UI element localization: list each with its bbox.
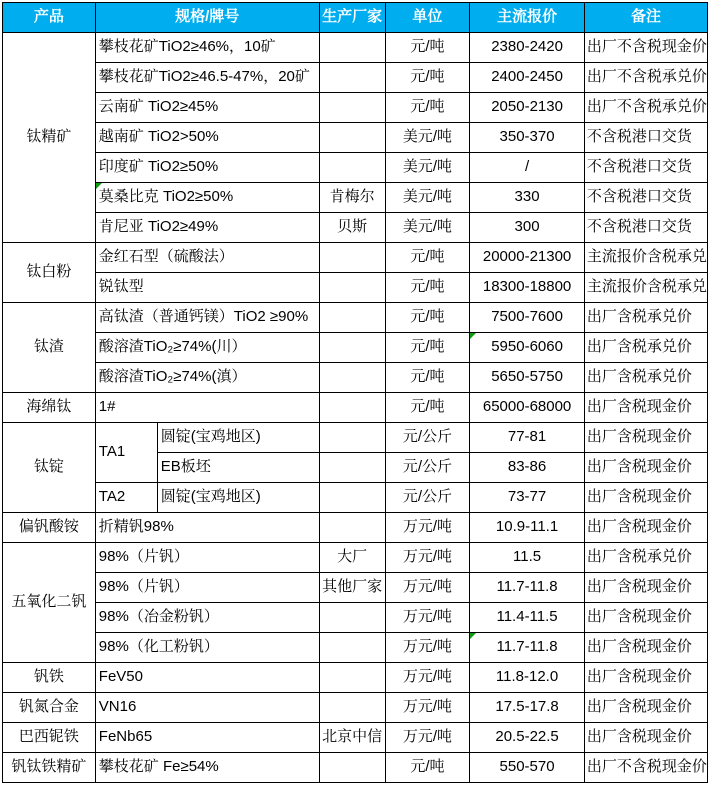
ta-grade-cell[interactable]: TA2 [95,483,157,513]
spec-cell[interactable]: 攀枝花矿TiO2≥46%，10矿 [95,33,319,63]
price-cell[interactable]: 2380-2420 [470,33,585,63]
price-cell[interactable]: 330 [470,183,585,213]
maker-cell[interactable] [319,663,385,693]
product-cell[interactable]: 钛渣 [3,303,96,393]
spec-cell[interactable]: 攀枝花矿 Fe≥54% [95,753,319,783]
unit-cell[interactable]: 万元/吨 [385,543,470,573]
spec-cell[interactable]: 酸溶渣TiO₂≥74%(川） [95,333,319,363]
table-row [3,63,708,93]
table-row [3,393,708,423]
price-cell[interactable]: 11.8-12.0 [470,663,585,693]
note-cell[interactable]: 出厂含税现金价 [584,723,707,753]
unit-cell[interactable]: 美元/吨 [385,183,470,213]
price-cell[interactable]: 18300-18800 [470,273,585,303]
spec-cell[interactable]: 莫桑比克 TiO2≥50% [95,183,319,213]
table-row [3,153,708,183]
maker-cell[interactable] [319,483,385,513]
spec-cell[interactable]: FeNb65 [95,723,319,753]
price-cell[interactable]: 83-86 [470,453,585,483]
maker-cell[interactable] [319,513,385,543]
unit-cell[interactable]: 元/公斤 [385,483,470,513]
spec-cell[interactable]: VN16 [95,693,319,723]
table-row [3,33,708,63]
table-row [3,723,708,753]
spec-cell[interactable]: 攀枝花矿TiO2≥46.5-47%，20矿 [95,63,319,93]
spec-cell[interactable]: 98%（片钒） [95,573,319,603]
spec-cell[interactable]: 98%（冶金粉钒） [95,603,319,633]
product-cell[interactable]: 钒铁 [3,663,96,693]
note-cell[interactable]: 出厂含税现金价 [584,663,707,693]
spec-cell[interactable]: 肯尼亚 TiO2≥49% [95,213,319,243]
error-indicator-icon [470,333,476,339]
maker-cell[interactable]: 北京中信 [319,723,385,753]
spec-cell[interactable]: 98%（化工粉钒） [95,633,319,663]
spec-cell[interactable]: 越南矿 TiO2>50% [95,123,319,153]
note-cell[interactable]: 不含税港口交货 [584,123,707,153]
note-cell[interactable]: 不含税港口交货 [584,153,707,183]
unit-cell[interactable]: 元/吨 [385,243,470,273]
price-cell[interactable]: 300 [470,213,585,243]
note-cell[interactable]: 出厂含税承兑价 [584,333,707,363]
spec-cell[interactable]: 云南矿 TiO2≥45% [95,93,319,123]
maker-cell[interactable] [319,423,385,453]
unit-cell[interactable]: 元/公斤 [385,423,470,453]
note-cell[interactable]: 不含税港口交货 [584,183,707,213]
product-cell[interactable]: 钒氮合金 [3,693,96,723]
spec-cell[interactable]: 酸溶渣TiO₂≥74%(滇） [95,363,319,393]
note-cell[interactable]: 出厂含税现金价 [584,423,707,453]
product-cell[interactable]: 钛精矿 [3,33,96,243]
maker-cell[interactable]: 其他厂家 [319,573,385,603]
note-cell[interactable]: 出厂含税现金价 [584,693,707,723]
maker-cell[interactable] [319,123,385,153]
maker-cell[interactable] [319,633,385,663]
unit-cell[interactable]: 美元/吨 [385,123,470,153]
unit-cell[interactable]: 元/公斤 [385,453,470,483]
table-row [3,483,708,513]
maker-cell[interactable]: 大厂 [319,543,385,573]
unit-cell[interactable]: 万元/吨 [385,573,470,603]
maker-cell[interactable] [319,363,385,393]
table-row [3,543,708,573]
unit-cell[interactable]: 元/吨 [385,33,470,63]
unit-cell[interactable]: 美元/吨 [385,153,470,183]
price-cell[interactable]: 20.5-22.5 [470,723,585,753]
note-cell[interactable]: 出厂不含税承兑价 [584,63,707,93]
maker-cell[interactable] [319,273,385,303]
header-product[interactable]: 产品 [3,3,96,33]
unit-cell[interactable]: 万元/吨 [385,603,470,633]
table-row [3,423,708,453]
spec-cell[interactable]: 印度矿 TiO2≥50% [95,153,319,183]
product-cell[interactable]: 海绵钛 [3,393,96,423]
price-cell[interactable]: 77-81 [470,423,585,453]
error-indicator-icon [470,633,476,639]
unit-cell[interactable]: 元/吨 [385,63,470,93]
spec-cell[interactable]: 金红石型（硫酸法） [95,243,319,273]
product-cell[interactable]: 钒钛铁精矿 [3,753,96,783]
table-row [3,183,708,213]
note-cell[interactable]: 出厂含税现金价 [584,453,707,483]
price-cell[interactable]: 73-77 [470,483,585,513]
header-maker[interactable]: 生产厂家 [319,3,385,33]
maker-cell[interactable] [319,153,385,183]
spec-cell[interactable]: 1# [95,393,319,423]
note-cell[interactable]: 出厂含税现金价 [584,603,707,633]
maker-cell[interactable]: 贝斯 [319,213,385,243]
note-cell[interactable]: 出厂不含税现金价 [584,753,707,783]
price-cell[interactable]: 11.5 [470,543,585,573]
product-cell[interactable]: 钛锭 [3,423,96,513]
price-cell[interactable]: 11.7-11.8 [470,633,585,663]
unit-cell[interactable]: 万元/吨 [385,723,470,753]
maker-cell[interactable] [319,243,385,273]
spec-cell[interactable]: 98%（片钒） [95,543,319,573]
price-cell[interactable]: 65000-68000 [470,393,585,423]
price-cell[interactable]: 5650-5750 [470,363,585,393]
maker-cell[interactable] [319,33,385,63]
table-row [3,333,708,363]
ta-grade-cell[interactable]: TA1 [95,423,157,483]
maker-cell[interactable] [319,693,385,723]
table-row [3,633,708,663]
maker-cell[interactable] [319,603,385,633]
unit-cell[interactable]: 元/吨 [385,303,470,333]
product-cell[interactable]: 偏钒酸铵 [3,513,96,543]
note-cell[interactable]: 出厂含税现金价 [584,393,707,423]
header-spec[interactable]: 规格/牌号 [95,3,319,33]
table-row [3,753,708,783]
table-row [3,243,708,273]
maker-cell[interactable] [319,393,385,423]
unit-cell[interactable]: 元/吨 [385,363,470,393]
price-cell[interactable]: 20000-21300 [470,243,585,273]
note-cell[interactable]: 出厂含税承兑价 [584,543,707,573]
maker-cell[interactable] [319,63,385,93]
maker-cell[interactable]: 肯梅尔 [319,183,385,213]
unit-cell[interactable]: 元/吨 [385,393,470,423]
note-cell[interactable]: 出厂不含税承兑价 [584,93,707,123]
table-row [3,363,708,393]
price-cell[interactable]: 5950-6060 [470,333,585,363]
note-cell[interactable]: 出厂含税承兑价 [584,303,707,333]
note-cell[interactable]: 主流报价含税承兑 [584,273,707,303]
table-row [3,603,708,633]
unit-cell[interactable]: 万元/吨 [385,633,470,663]
note-cell[interactable]: 出厂含税现金价 [584,633,707,663]
table-row [3,513,708,543]
table-row [3,213,708,243]
maker-cell[interactable] [319,93,385,123]
header-unit[interactable]: 单位 [385,3,470,33]
maker-cell[interactable] [319,453,385,483]
table-row [3,303,708,333]
spec-cell[interactable]: 圆锭(宝鸡地区) [157,423,319,453]
table-row [3,663,708,693]
table-row [3,573,708,603]
error-indicator-icon [96,183,102,189]
table-row [3,273,708,303]
spec-cell[interactable]: 折精钒98% [95,513,319,543]
unit-cell[interactable]: 万元/吨 [385,513,470,543]
spec-cell[interactable]: EB板坯 [157,453,319,483]
price-cell[interactable]: / [470,153,585,183]
note-cell[interactable]: 出厂含税现金价 [584,483,707,513]
price-cell[interactable]: 11.7-11.8 [470,573,585,603]
price-cell[interactable]: 350-370 [470,123,585,153]
product-cell[interactable]: 五氧化二钒 [3,543,96,663]
note-cell[interactable]: 主流报价含税承兑 [584,243,707,273]
unit-cell[interactable]: 万元/吨 [385,663,470,693]
table-row [3,123,708,153]
maker-cell[interactable] [319,753,385,783]
table-row [3,693,708,723]
spec-cell[interactable]: 高钛渣（普通钙镁）TiO2 ≥90% [95,303,319,333]
note-cell[interactable]: 出厂含税现金价 [584,513,707,543]
maker-cell[interactable] [319,333,385,363]
header-row [3,3,708,33]
maker-cell[interactable] [319,303,385,333]
header-price[interactable]: 主流报价 [470,3,585,33]
unit-cell[interactable]: 万元/吨 [385,693,470,723]
header-note[interactable]: 备注 [584,3,707,33]
price-cell[interactable]: 11.4-11.5 [470,603,585,633]
price-cell[interactable]: 2050-2130 [470,93,585,123]
unit-cell[interactable]: 美元/吨 [385,213,470,243]
table-row [3,93,708,123]
spec-cell[interactable]: 锐钛型 [95,273,319,303]
unit-cell[interactable]: 元/吨 [385,273,470,303]
price-cell[interactable]: 10.9-11.1 [470,513,585,543]
price-cell[interactable]: 17.5-17.8 [470,693,585,723]
spec-cell[interactable]: FeV50 [95,663,319,693]
price-cell[interactable]: 7500-7600 [470,303,585,333]
unit-cell[interactable]: 元/吨 [385,333,470,363]
product-cell[interactable]: 巴西铌铁 [3,723,96,753]
unit-cell[interactable]: 元/吨 [385,93,470,123]
note-cell[interactable]: 出厂含税现金价 [584,573,707,603]
price-cell[interactable]: 2400-2450 [470,63,585,93]
note-cell[interactable]: 不含税港口交货 [584,213,707,243]
note-cell[interactable]: 出厂含税承兑价 [584,363,707,393]
unit-cell[interactable]: 元/吨 [385,753,470,783]
product-cell[interactable]: 钛白粉 [3,243,96,303]
price-table [2,2,708,783]
price-cell[interactable]: 550-570 [470,753,585,783]
note-cell[interactable]: 出厂不含税现金价 [584,33,707,63]
spec-cell[interactable]: 圆锭(宝鸡地区) [157,483,319,513]
